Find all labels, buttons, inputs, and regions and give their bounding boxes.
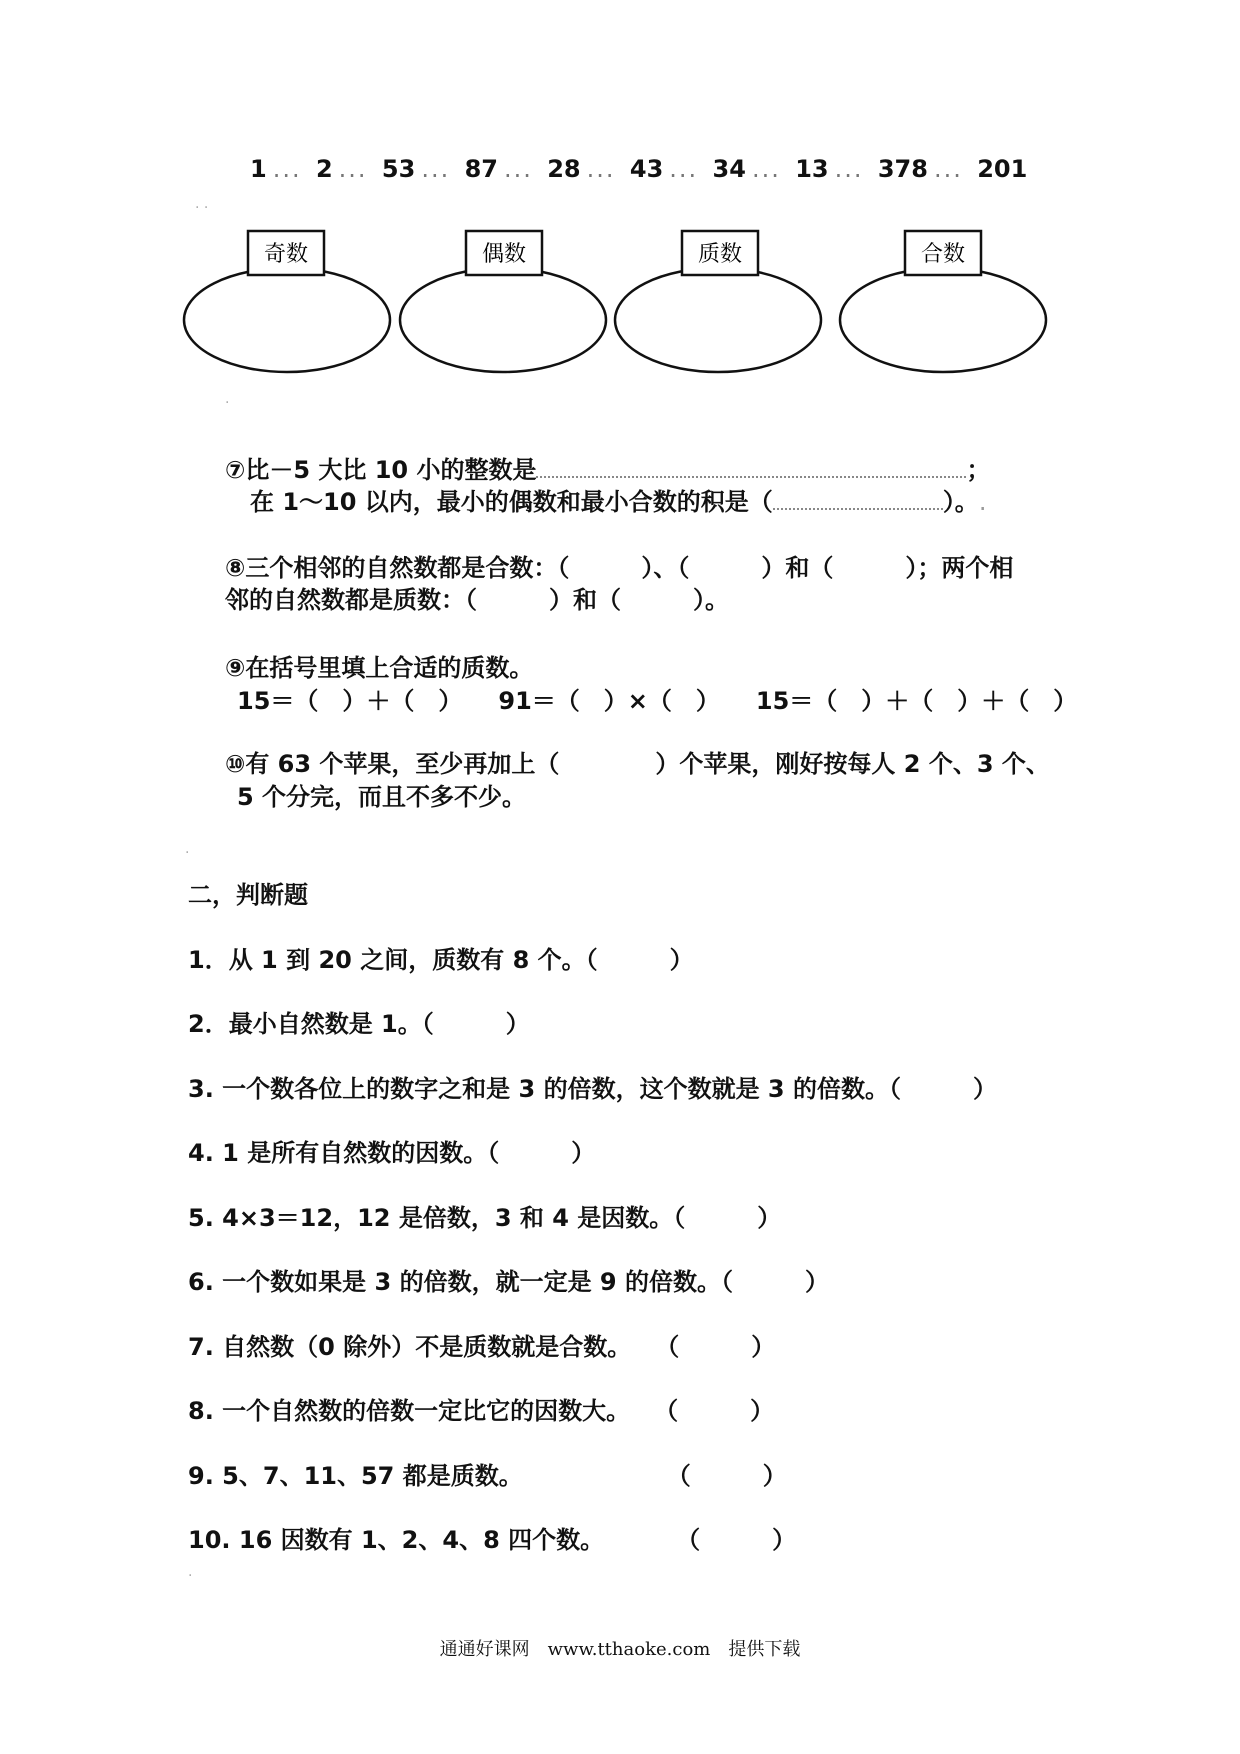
question-text: ）。	[942, 488, 979, 516]
judgement-item-5: 5. 4×3＝12，12 是倍数，3 和 4 是因数。（ ）	[188, 1204, 782, 1232]
number-item: 201	[977, 155, 1028, 183]
judgement-item-7: 7. 自然数（0 除外）不是质数就是合数。 （ ）	[188, 1333, 776, 1361]
judgement-item-10: 10. 16 因数有 1、2、4、8 四个数。 （ ）	[188, 1526, 797, 1554]
punctuation: ；	[966, 456, 991, 484]
number-item: 28	[547, 155, 581, 183]
category-even	[400, 231, 606, 372]
question-7-line-2: 在 1～10 以内，最小的偶数和最小合数的积是（ ）。.	[250, 488, 995, 516]
number-item: 34	[712, 155, 746, 183]
category-composite	[840, 231, 1046, 372]
judgement-item-2: 2．最小自然数是 1。（ ）	[188, 1010, 530, 1038]
judgement-item-1: 1．从 1 到 20 之间，质数有 8 个。（ ）	[188, 946, 694, 974]
category-label: 奇数	[263, 242, 309, 267]
question-9-line-2: 15＝（ ）＋（ ） 91＝（ ）×（ ） 15＝（ ）＋（ ）＋（ ）	[237, 687, 1078, 715]
judgement-item-3: 3. 一个数各位上的数字之和是 3 的倍数，这个数就是 3 的倍数。（ ）	[188, 1075, 997, 1103]
page-footer: 通通好课网 www.tthaoke.com 提供下载	[439, 1639, 801, 1660]
number-item: 378	[877, 155, 928, 183]
category-ellipse	[840, 268, 1046, 372]
category-ellipse	[615, 268, 821, 372]
category-prime	[615, 231, 821, 372]
category-ellipse	[184, 268, 390, 372]
section-title: 二，判断题	[188, 881, 308, 909]
question-10-line-2: 5 个分完，而且不多不少。	[237, 783, 527, 811]
question-text: ⑦比－5 大比 10 小的整数是	[225, 456, 537, 484]
question-7-line-1	[225, 450, 990, 485]
category-odd	[184, 231, 390, 372]
question-8-line-1: ⑧三个相邻的自然数都是合数：（ ）、（ ）和（ ）；两个相	[225, 554, 1014, 582]
number-item: 1	[250, 155, 267, 183]
stray-dots: ·	[188, 1568, 193, 1584]
question-9-line-1: ⑨在括号里填上合适的质数。	[225, 654, 534, 682]
number-list: 1 ... 2 ... 53 ... 87 ... 28 ... 43 ... 34 ... 13 ... 378 ... 201	[250, 155, 1028, 183]
judgement-item-8: 8. 一个自然数的倍数一定比它的因数大。 （ ）	[188, 1397, 775, 1425]
classification-diagram	[180, 225, 1060, 385]
question-text: 在 1～10 以内，最小的偶数和最小合数的积是（	[250, 488, 773, 516]
judgement-item-6: 6. 一个数如果是 3 的倍数，就一定是 9 的倍数。（ ）	[188, 1268, 829, 1296]
stray-dots: · ·	[195, 200, 209, 216]
answer-blank[interactable]	[773, 488, 943, 510]
judgement-item-4: 4. 1 是所有自然数的因数。（ ）	[188, 1139, 596, 1167]
number-item: 87	[464, 155, 498, 183]
question-8-line-2: 邻的自然数都是质数：（ ）和（ ）。	[225, 586, 729, 614]
category-label: 合数	[920, 242, 966, 267]
category-ellipse	[400, 268, 606, 372]
question-10-line-1: ⑩有 63 个苹果，至少再加上（ ）个苹果，刚好按每人 2 个、3 个、	[225, 750, 1050, 778]
stray-dots: ·	[185, 845, 190, 861]
number-item: 2	[315, 155, 333, 183]
answer-blank[interactable]	[536, 456, 966, 478]
number-item: 43	[629, 155, 664, 183]
number-item: 13	[795, 155, 829, 183]
stray-dots: ·	[225, 395, 230, 411]
category-label: 质数	[697, 242, 743, 267]
judgement-item-9: 9. 5、7、11、57 都是质数。 （ ）	[188, 1462, 787, 1490]
category-label: 偶数	[481, 242, 527, 267]
number-item: 53	[381, 155, 416, 183]
